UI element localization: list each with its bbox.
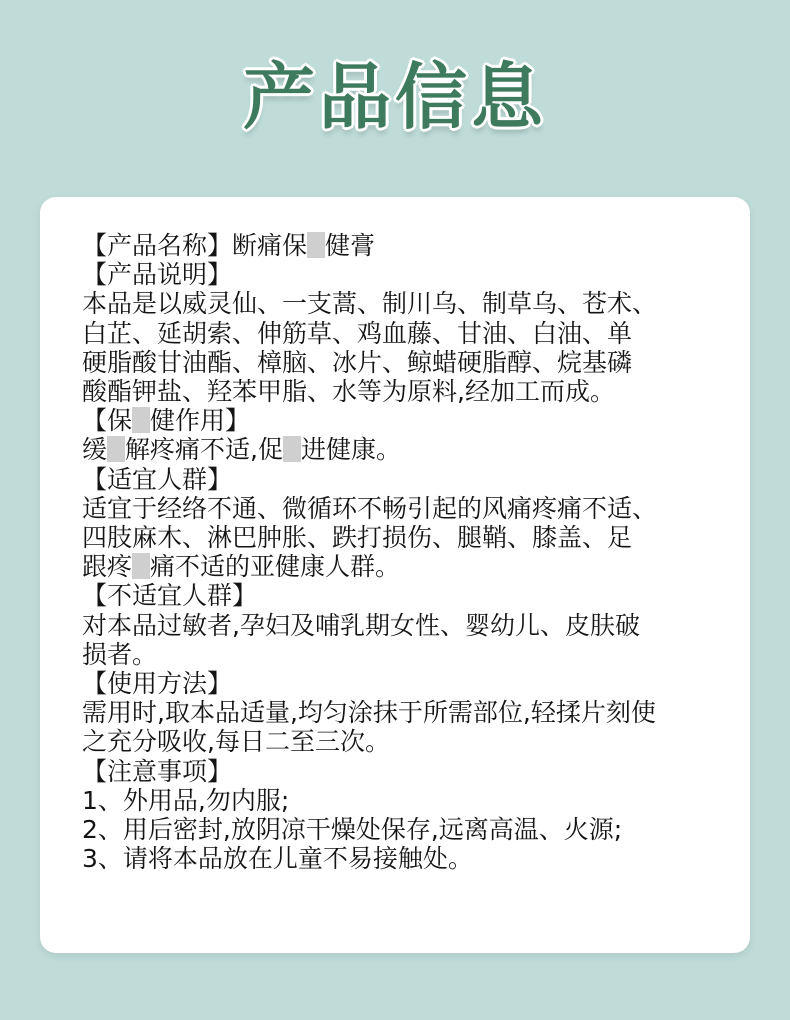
function-heading-part2: 健作用】 [150,406,251,436]
suitable-line [82,552,742,581]
function-text-part2: 解疼痛不适,促 [125,435,283,465]
unsuitable-line: 对本品过敏者,孕妇及哺乳期女性、婴幼儿、皮肤破 [82,610,640,640]
redaction-block [107,436,125,462]
suitable-line: 适宜于经络不通、微循环不畅引起的风痛疼痛不适、 [82,493,658,523]
function-text-part3: 进健康。 [300,435,401,465]
product-name-label: 【产品名称】 [82,231,233,260]
redaction-block [132,553,150,579]
notes-item: 1、外用品,勿内服; [82,785,290,815]
function-heading-part1: 【保 [82,406,133,436]
description-line: 酸酯钾盐、羟苯甲脂、水等为原料,经加工而成。 [82,377,615,407]
function-text [82,435,742,464]
suitable-heading: 【适宜人群】 [82,464,233,494]
notes-item: 3、请将本品放在儿童不易接触处。 [82,844,473,874]
product-info-text [82,231,742,873]
product-name-line [82,231,742,260]
notes-item: 2、用后密封,放阴凉干燥处保存,远离高温、火源; [82,815,623,845]
suitable-line3-part1: 跟疼 [82,552,133,582]
page-title: 产品信息 [242,55,547,139]
usage-line: 之充分吸收,每日二至三次。 [82,727,390,757]
description-line: 白芷、延胡索、伸筋草、鸡血藤、甘油、白油、单 [82,318,633,348]
description-line: 硬脂酸甘油酯、樟脑、冰片、鲸蜡硬脂醇、烷基磷 [82,347,633,377]
suitable-line: 四肢麻木、淋巴肿胀、跌打损伤、腿鞘、膝盖、足 [82,523,633,553]
description-heading: 【产品说明】 [82,260,233,290]
suitable-line3-part2: 痛不适的亚健康人群。 [150,552,401,582]
usage-line: 需用时,取本品适量,均匀涂抹于所需部位,轻揉片刻使 [82,698,656,728]
unsuitable-line: 损者。 [82,639,158,669]
function-heading [82,406,742,435]
description-line: 本品是以威灵仙、一支蒿、制川乌、制草乌、苍术、 [82,289,658,319]
product-name-value-part1: 断痛保 [232,231,308,260]
redaction-block [307,232,325,258]
notes-heading: 【注意事项】 [82,756,233,786]
product-info-card [40,197,750,953]
unsuitable-heading: 【不适宜人群】 [82,581,258,611]
function-text-part1: 缓 [82,435,108,465]
usage-heading: 【使用方法】 [82,669,233,699]
redaction-block [132,407,150,433]
redaction-block [283,436,301,462]
product-name-value-part2: 健膏 [325,231,376,260]
